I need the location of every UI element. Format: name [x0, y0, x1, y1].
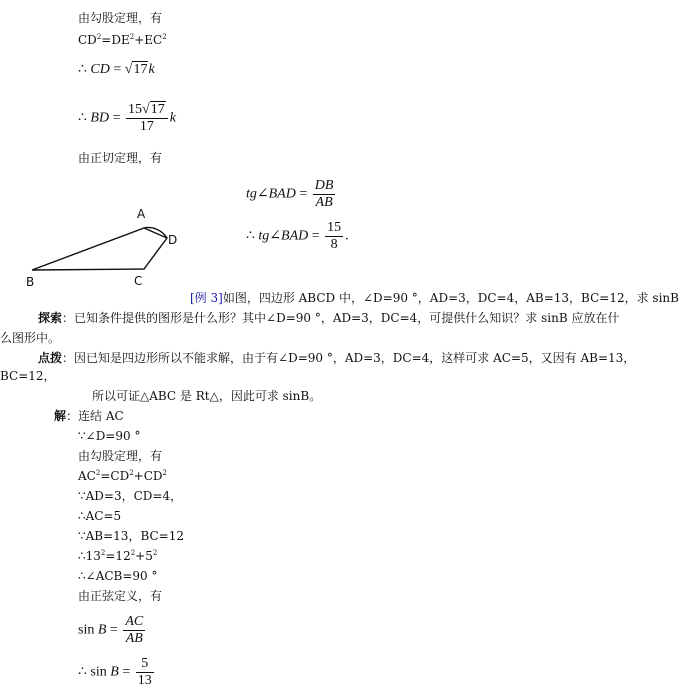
equation-sin-definition	[78, 614, 147, 647]
equation-tg-definition	[246, 178, 337, 211]
solution-step-8: ∴∠ACB=90 °	[78, 569, 158, 583]
equation-tg-value	[246, 220, 349, 253]
therefore-symbol: ∴	[78, 110, 87, 126]
eq-sign: =	[112, 110, 121, 126]
fraction-numerator: 15	[327, 220, 342, 235]
eq-sign: =	[109, 622, 118, 638]
solution-text: ：连结 AC	[66, 409, 124, 423]
label-c: C	[134, 274, 143, 288]
therefore-symbol: ∴	[78, 664, 87, 680]
solution-label: 解	[54, 409, 67, 423]
solution-step-1: ∵∠D=90 °	[78, 429, 141, 443]
solution-step-7	[78, 548, 157, 564]
radicand: 17	[150, 102, 165, 117]
fraction-numerator: AC	[125, 614, 144, 629]
eq-exponent: 2	[129, 33, 135, 41]
equation-cd-value	[78, 62, 155, 78]
therefore-symbol: ∴	[246, 228, 255, 244]
eq-sign: =	[311, 228, 320, 244]
eq-term: AC	[78, 469, 96, 483]
therefore-symbol: ∴	[78, 62, 87, 77]
solution-step-4: ∵AD=3，CD=4，	[78, 489, 183, 503]
fraction-denominator: 8	[330, 237, 338, 252]
radicand: 17	[133, 62, 148, 77]
fraction-denominator: 13	[137, 673, 152, 688]
period: .	[345, 228, 349, 244]
eq-term: =CD	[100, 469, 130, 483]
sqrt-expression: √17	[124, 62, 148, 77]
solution-line	[54, 408, 124, 424]
equation-bd-value	[78, 102, 176, 135]
eq-lhs: tg∠BAD	[246, 186, 296, 202]
eq-lhs: CD	[90, 62, 110, 77]
equation-pythagoras-cd	[78, 32, 167, 48]
explore-text: ：已知条件提供的图形是什么形？其中∠D=90 °，AD=3，DC=4，可提供什么知识？求 sinB 应放在什	[62, 311, 620, 325]
figure-outline	[32, 228, 167, 270]
hint-line-3: 所以可证△ABC 是 Rt△，因此可求 sinB。	[92, 389, 322, 403]
eq-function: sin	[78, 622, 95, 638]
example-tag: [例 3]	[190, 291, 223, 305]
eq-exponent: 2	[100, 549, 106, 557]
explore-line-2: 么图形中。	[0, 331, 61, 345]
eq-exponent: 2	[162, 469, 167, 477]
solution-step-3	[78, 468, 167, 484]
eq-sign: =	[122, 664, 131, 680]
eq-term: =DE	[101, 33, 130, 47]
eq-term: ∴13	[78, 549, 101, 563]
eq-term: +CD	[133, 469, 163, 483]
eq-exponent: 2	[129, 469, 134, 477]
solution-step-6: ∵AB=13，BC=12	[78, 529, 184, 543]
label-d: D	[168, 233, 178, 247]
label-b: B	[26, 275, 35, 289]
eq-term: +EC	[134, 33, 163, 47]
explore-line	[38, 310, 619, 326]
solution-step-9: 由正弦定义，有	[78, 589, 163, 603]
eq-variable: B	[97, 622, 107, 638]
hint-text: ：因已知是四边形所以不能求解，由于有∠D=90 °，AD=3，DC=4，这样可求 AC=5，又因有 AB=13，	[62, 351, 636, 365]
label-a: A	[137, 207, 146, 221]
solution-step-2: 由勾股定理，有	[78, 449, 163, 463]
solution-step-5: ∴AC=5	[78, 509, 122, 523]
example-line	[190, 290, 679, 306]
hint-line-2: BC=12，	[0, 369, 56, 383]
fraction-numerator: DB	[314, 178, 334, 193]
quadrilateral-figure	[22, 198, 192, 292]
eq-variable: k	[169, 110, 176, 126]
example-text: 如图，四边形 ABCD 中，∠D=90 °，AD=3，DC=4，AB=13，BC=12，求 sinB	[222, 291, 679, 305]
eq-variable: B	[110, 664, 119, 680]
hint-label: 点拨	[38, 351, 63, 365]
eq-exponent: 2	[130, 549, 136, 557]
eq-exponent: 2	[152, 549, 158, 557]
eq-term: +5	[135, 549, 153, 563]
eq-exponent: 2	[95, 469, 101, 477]
eq-lhs: BD	[90, 110, 110, 126]
fraction	[136, 656, 154, 689]
fraction	[126, 102, 168, 135]
text-line-5: 由正切定理，有	[78, 151, 163, 165]
eq-exponent: 2	[96, 33, 102, 41]
eq-exponent: 2	[162, 33, 167, 41]
eq-variable: k	[148, 62, 155, 77]
explore-label: 探索	[38, 311, 63, 325]
text-line-1: 由勾股定理，有	[78, 11, 163, 25]
eq-term: =12	[105, 549, 131, 563]
fraction-numerator: 15√17	[126, 102, 168, 119]
hint-line	[38, 350, 635, 366]
eq-term: CD	[78, 33, 97, 47]
fraction-denominator: 17	[139, 119, 154, 134]
fraction-denominator: AB	[125, 631, 143, 646]
equation-sin-value	[78, 656, 156, 689]
num-coef: 15	[128, 102, 142, 117]
fraction-numerator: 5	[136, 656, 154, 673]
fraction	[313, 178, 336, 211]
eq-sign: =	[299, 186, 308, 202]
fraction	[325, 220, 343, 253]
eq-function: sin	[90, 664, 107, 680]
fraction	[123, 614, 145, 647]
eq-sign: =	[113, 62, 122, 77]
eq-lhs: tg∠BAD	[258, 228, 309, 244]
fraction-denominator: AB	[315, 195, 333, 210]
